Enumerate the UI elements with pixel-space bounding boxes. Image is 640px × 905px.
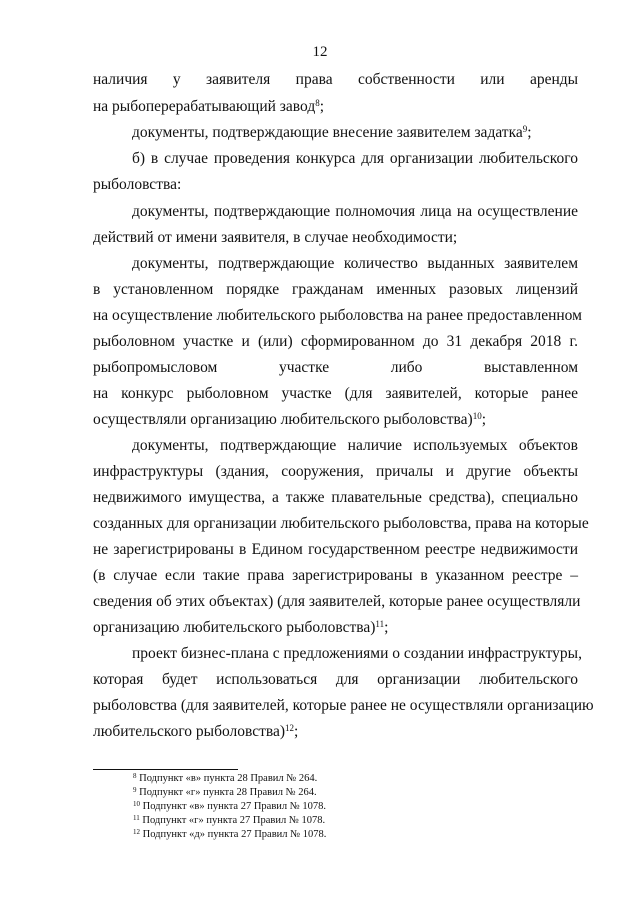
text-line: документы, подтверждающие полномочия лица на осуществление — [132, 203, 578, 220]
footnote-ref: 12 — [285, 723, 295, 733]
text-line: которая будет использоваться для организации любительского — [93, 671, 579, 688]
text-line: документы, подтверждающие внесение заявителем задатка$^9$; — [132, 124, 532, 141]
footnote: $^{11}$ Подпункт «г» пункта 27 Правил № 1078. — [133, 814, 326, 826]
footnote-separator — [93, 769, 238, 770]
text-line: проект бизнес-плана с предложениями о создании инфраструктуры, — [132, 645, 582, 662]
page-number: 12 — [312, 44, 328, 60]
text-line: организацию любительского рыболовства)$^{11}$; — [93, 619, 389, 636]
footnote-ref: 8 — [315, 98, 320, 108]
text-line: наличия у заявителя права собственности или аренды — [93, 71, 579, 88]
text-line: рыболовном участке и (или) сформированном до 31 декабря 2018 г. — [93, 333, 578, 350]
footnote: $^9$ Подпункт «г» пункта 28 Правил № 264. — [133, 786, 317, 798]
text-line: созданных для организации любительского рыболовства, права на которые — [93, 515, 589, 532]
footnote: $^{12}$ Подпункт «д» пункта 27 Правил № 1078. — [133, 828, 327, 840]
text-line: документы, подтверждающие наличие используемых объектов — [132, 437, 578, 454]
text-line: (в случае если такие права зарегистрированы в указанном реестре – — [93, 567, 578, 584]
footnote-ref: 11 — [375, 619, 385, 629]
text-line: не зарегистрированы в Едином государственном реестре недвижимости — [93, 541, 578, 558]
footnote: $^8$ Подпункт «в» пункта 28 Правил № 264. — [133, 772, 318, 784]
text-line: любительского рыболовства)$^{12}$; — [93, 723, 299, 740]
text-line: рыбопромысловом участке либо выставленном — [93, 359, 579, 376]
text-line: действий от имени заявителя, в случае необходимости; — [93, 229, 458, 246]
footnote-ref: 10 — [472, 411, 482, 421]
text-line: осуществляли организацию любительского рыболовства)$^{10}$; — [93, 411, 487, 428]
text-line: на рыбоперерабатывающий завод$^8$; — [93, 98, 325, 115]
text-line: на осуществление любительского рыболовства на ранее предоставленном — [93, 307, 582, 324]
text-line: документы, подтверждающие количество выданных заявителем — [132, 255, 578, 272]
text-line: рыболовства: — [93, 176, 182, 193]
text-line: на конкурс рыболовном участке (для заявителей, которые ранее — [93, 385, 578, 402]
text-line: сведения об этих объектах) (для заявителей, которые ранее осуществляли — [93, 593, 581, 610]
text-line: в установленном порядке гражданам именных разовых лицензий — [93, 281, 578, 298]
text-line: б) в случае проведения конкурса для организации любительского — [132, 150, 578, 167]
text-line: рыболовства (для заявителей, которые ранее не осуществляли организацию — [93, 697, 594, 714]
footnote-ref: 9 — [522, 124, 528, 134]
footnote: $^{10}$ Подпункт «в» пункта 27 Правил № 1078. — [133, 800, 327, 812]
text-line: недвижимого имущества, а также плавательные средства), специально — [93, 489, 578, 506]
text-line: инфраструктуры (здания, сооружения, причалы и другие объекты — [93, 463, 578, 480]
